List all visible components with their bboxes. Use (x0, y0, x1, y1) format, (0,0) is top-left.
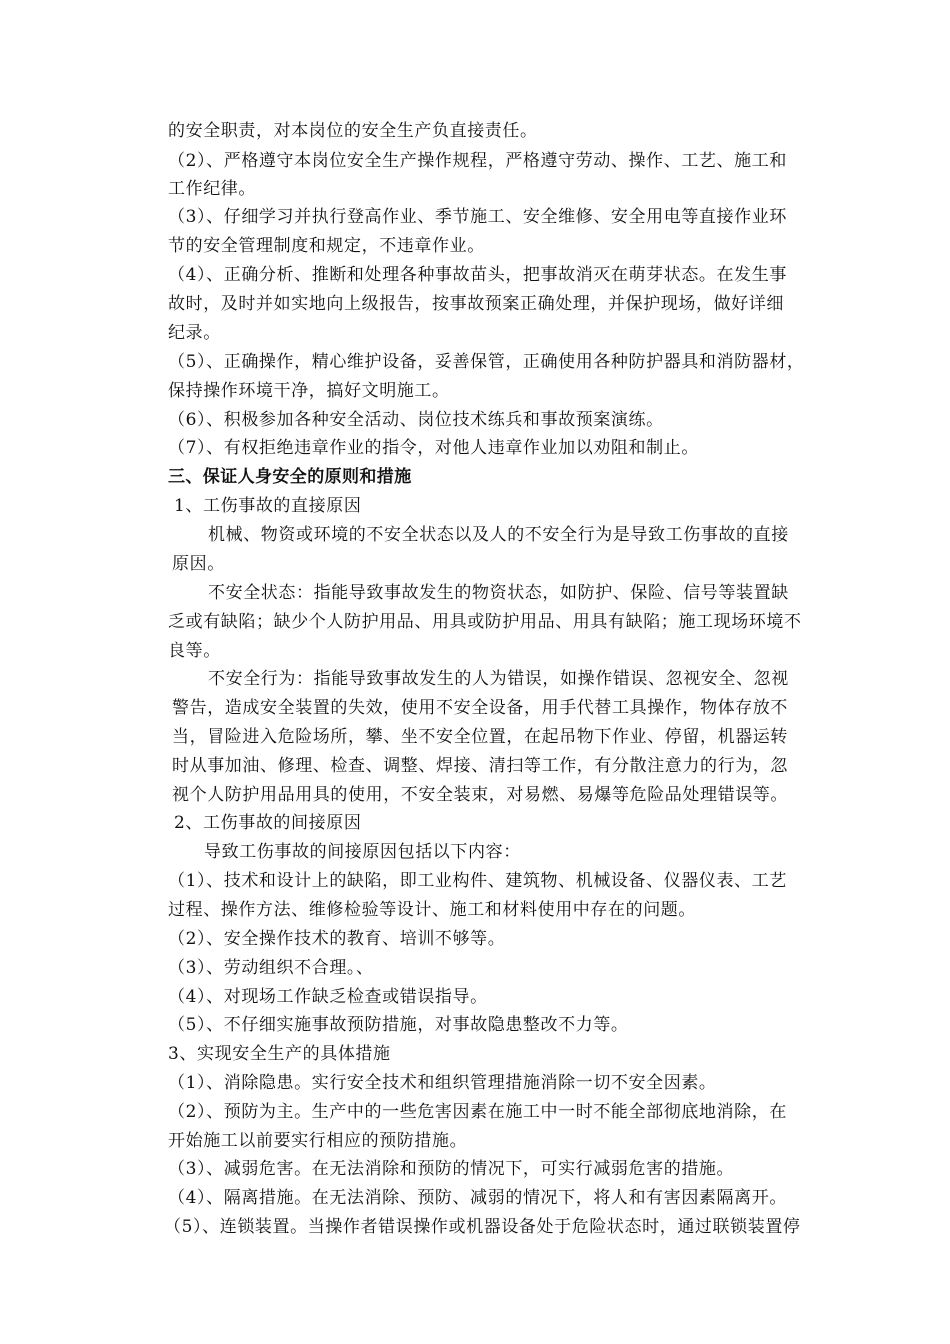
text-line: 过程、操作方法、维修检验等设计、施工和材料使用中存在的问题。 (168, 900, 696, 920)
list-item: （5）、正确操作，精心维护设备，妥善保管，正确使用各种防护器具和消防器材， (168, 352, 805, 372)
subsection-heading: 2、工伤事故的间接原因 (174, 813, 362, 833)
paragraph-line: 导致工伤事故的间接原因包括以下内容： (204, 842, 521, 862)
list-item: （2）、安全操作技术的教育、培训不够等。 (168, 929, 506, 949)
list-item: （1）、消除隐患。实行安全技术和组织管理措施消除一切不安全因素。 (168, 1073, 717, 1093)
paragraph-line: 机械、物资或环境的不安全状态以及人的不安全行为是导致工伤事故的直接 (208, 525, 789, 545)
text-line: 故时，及时并如实地向上级报告，按事故预案正确处理，并保护现场，做好详细 (168, 294, 784, 314)
list-item: （7）、有权拒绝违章作业的指令，对他人违章作业加以劝阻和制止。 (168, 438, 699, 458)
text-line: 保持操作环境干净，搞好文明施工。 (168, 381, 450, 401)
list-item: （2）、预防为主。生产中的一些危害因素在施工中一时不能全部彻底地消除，在 (168, 1102, 787, 1122)
list-item: （4）、隔离措施。在无法消除、预防、减弱的情况下，将人和有害因素隔离开。 (168, 1188, 787, 1208)
list-item: （1）、技术和设计上的缺陷，即工业构件、建筑物、机械设备、仪器仪表、工艺 (168, 871, 787, 891)
text-line: 纪录。 (168, 323, 221, 343)
paragraph-line: 视个人防护用品用具的使用，不安全装束，对易燃、易爆等危险品处理错误等。 (172, 785, 788, 805)
subsection-heading: 1、工伤事故的直接原因 (174, 496, 362, 516)
paragraph-line: 良等。 (168, 641, 221, 661)
list-item: （3）、减弱危害。在无法消除和预防的情况下，可实行减弱危害的措施。 (168, 1159, 735, 1179)
text-line: 开始施工以前要实行相应的预防措施。 (168, 1131, 468, 1151)
list-item: （3）、劳动组织不合理。、 (168, 958, 374, 978)
paragraph-line: 不安全行为：指能导致事故发生的人为错误，如操作错误、忽视安全、忽视 (208, 669, 789, 689)
text-line: 的安全职责，对本岗位的安全生产负直接责任。 (168, 121, 538, 141)
list-item: （2）、严格遵守本岗位安全生产操作规程，严格遵守劳动、操作、工艺、施工和 (168, 151, 787, 171)
list-item: （5）、连锁装置。当操作者错误操作或机器设备处于危险状态时，通过联锁装置停 (164, 1217, 801, 1237)
subsection-heading: 3、实现安全生产的具体措施 (168, 1044, 391, 1064)
text-line: 工作纪律。 (168, 179, 256, 199)
paragraph-line: 不安全状态：指能导致事故发生的物资状态，如防护、保险、信号等装置缺 (208, 583, 789, 603)
section-heading: 三、保证人身安全的原则和措施 (168, 467, 412, 487)
list-item: （6）、积极参加各种安全活动、岗位技术练兵和事故预案演练。 (168, 410, 664, 430)
text-line: 节的安全管理制度和规定，不违章作业。 (168, 236, 485, 256)
list-item: （3）、仔细学习并执行登高作业、季节施工、安全维修、安全用电等直接作业环 (168, 207, 787, 227)
paragraph-line: 原因。 (172, 554, 225, 574)
paragraph-line: 时从事加油、修理、检查、调整、焊接、清扫等工作，有分散注意力的行为，忽 (172, 756, 788, 776)
list-item: （4）、正确分析、推断和处理各种事故苗头，把事故消灭在萌芽状态。在发生事 (168, 265, 787, 285)
list-item: （4）、对现场工作缺乏检查或错误指导。 (168, 987, 488, 1007)
paragraph-line: 当，冒险进入危险场所，攀、坐不安全位置，在起吊物下作业、停留，机器运转 (172, 727, 788, 747)
paragraph-line: 乏或有缺陷；缺少个人防护用品、用具或防护用品、用具有缺陷；施工现场环境不 (168, 612, 802, 632)
list-item: （5）、不仔细实施事故预防措施，对事故隐患整改不力等。 (168, 1015, 629, 1035)
paragraph-line: 警告，造成安全装置的失效，使用不安全设备，用手代替工具操作，物体存放不 (172, 698, 788, 718)
